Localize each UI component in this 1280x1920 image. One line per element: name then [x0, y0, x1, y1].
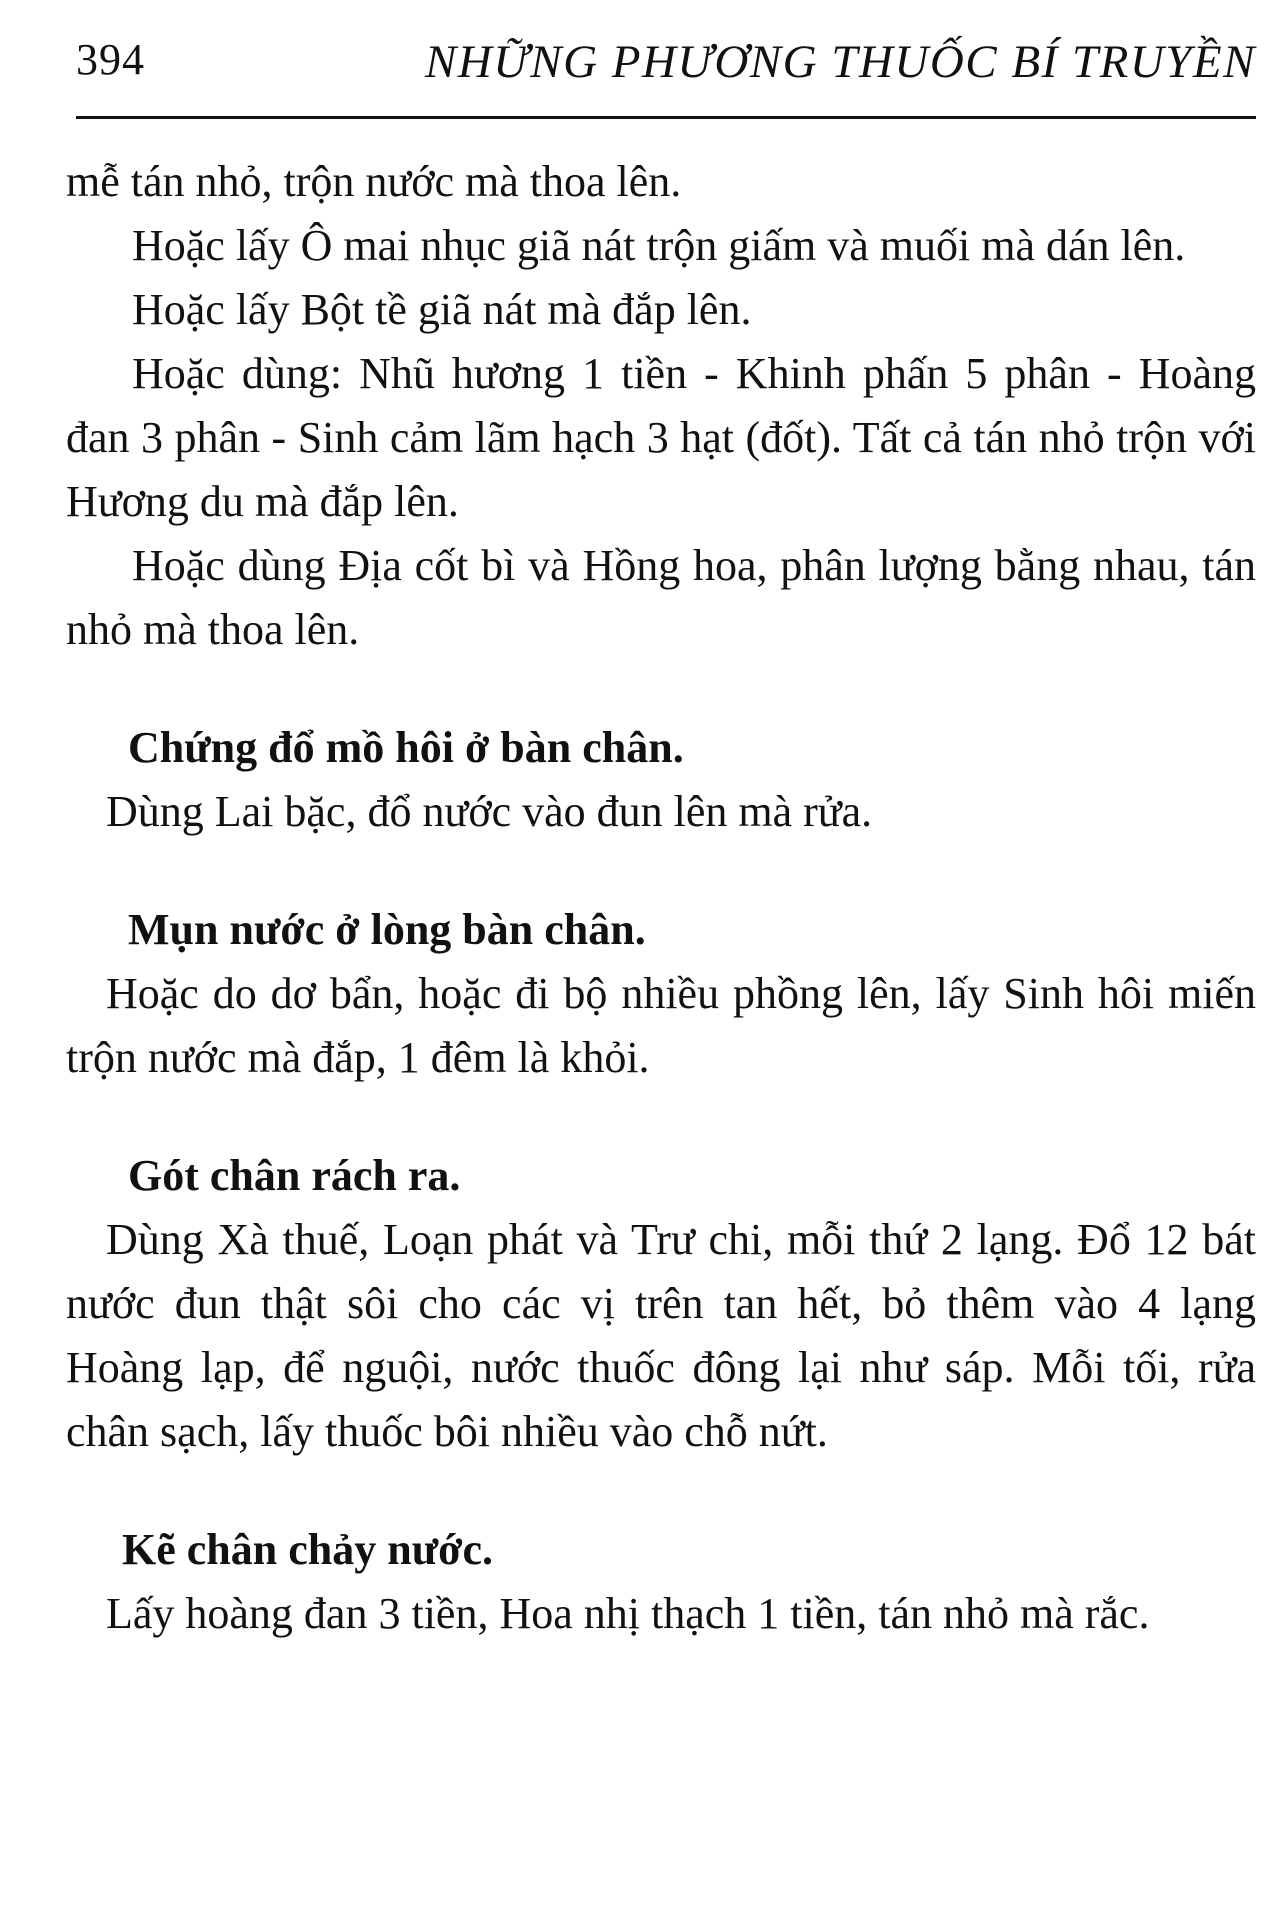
paragraph: Dùng Xà thuế, Loạn phát và Trư chi, mỗi thứ 2 lạng. Đổ 12 bát nước đun thật sôi cho các vị trên tan hết, bỏ thêm vào 4 lạng Hoàng lạp, để nguội, nước thuốc đông lại như sáp. Mỗi tối, rửa chân sạch, lấy thuốc bôi nhiều vào chỗ nứt. — [66, 1215, 1256, 1456]
paragraph: Dùng Lai bặc, đổ nước vào đun lên mà rửa. — [106, 787, 873, 836]
page-header — [76, 28, 1256, 100]
paragraph: Lấy hoàng đan 3 tiền, Hoa nhị thạch 1 tiền, tán nhỏ mà rắc. — [106, 1589, 1150, 1638]
page-number: 394 — [76, 35, 145, 84]
paragraph: Hoặc lấy Ô mai nhục giã nát trộn giấm và muối mà dán lên. — [132, 221, 1186, 270]
paragraph: Hoặc do dơ bẩn, hoặc đi bộ nhiều phồng lên, lấy Sinh hôi miến trộn nước mà đắp, 1 đêm là khỏi. — [66, 969, 1256, 1082]
section-heading: Chứng đổ mồ hôi ở bàn chân. — [128, 723, 684, 772]
section-heading: Mụn nước ở lòng bàn chân. — [128, 905, 646, 954]
header-divider — [76, 116, 1256, 119]
paragraph: Hoặc lấy Bột tề giã nát mà đắp lên. — [132, 285, 752, 334]
running-title: NHỮNG PHƯƠNG THUỐC BÍ TRUYỀN — [425, 36, 1256, 88]
page-body — [66, 150, 1256, 1646]
paragraph: Hoặc dùng Địa cốt bì và Hồng hoa, phân lượng bằng nhau, tán nhỏ mà thoa lên. — [66, 541, 1256, 654]
section-heading: Gót chân rách ra. — [128, 1151, 461, 1200]
paragraph: Hoặc dùng: Nhũ hương 1 tiền - Khinh phấn 5 phân - Hoàng đan 3 phân - Sinh cảm lãm hạch 3 hạt (đốt). Tất cả tán nhỏ trộn với Hương du mà đắp lên. — [66, 349, 1256, 526]
paragraph-continuation: mễ tán nhỏ, trộn nước mà thoa lên. — [66, 157, 682, 206]
section-heading: Kẽ chân chảy nước. — [122, 1525, 493, 1574]
